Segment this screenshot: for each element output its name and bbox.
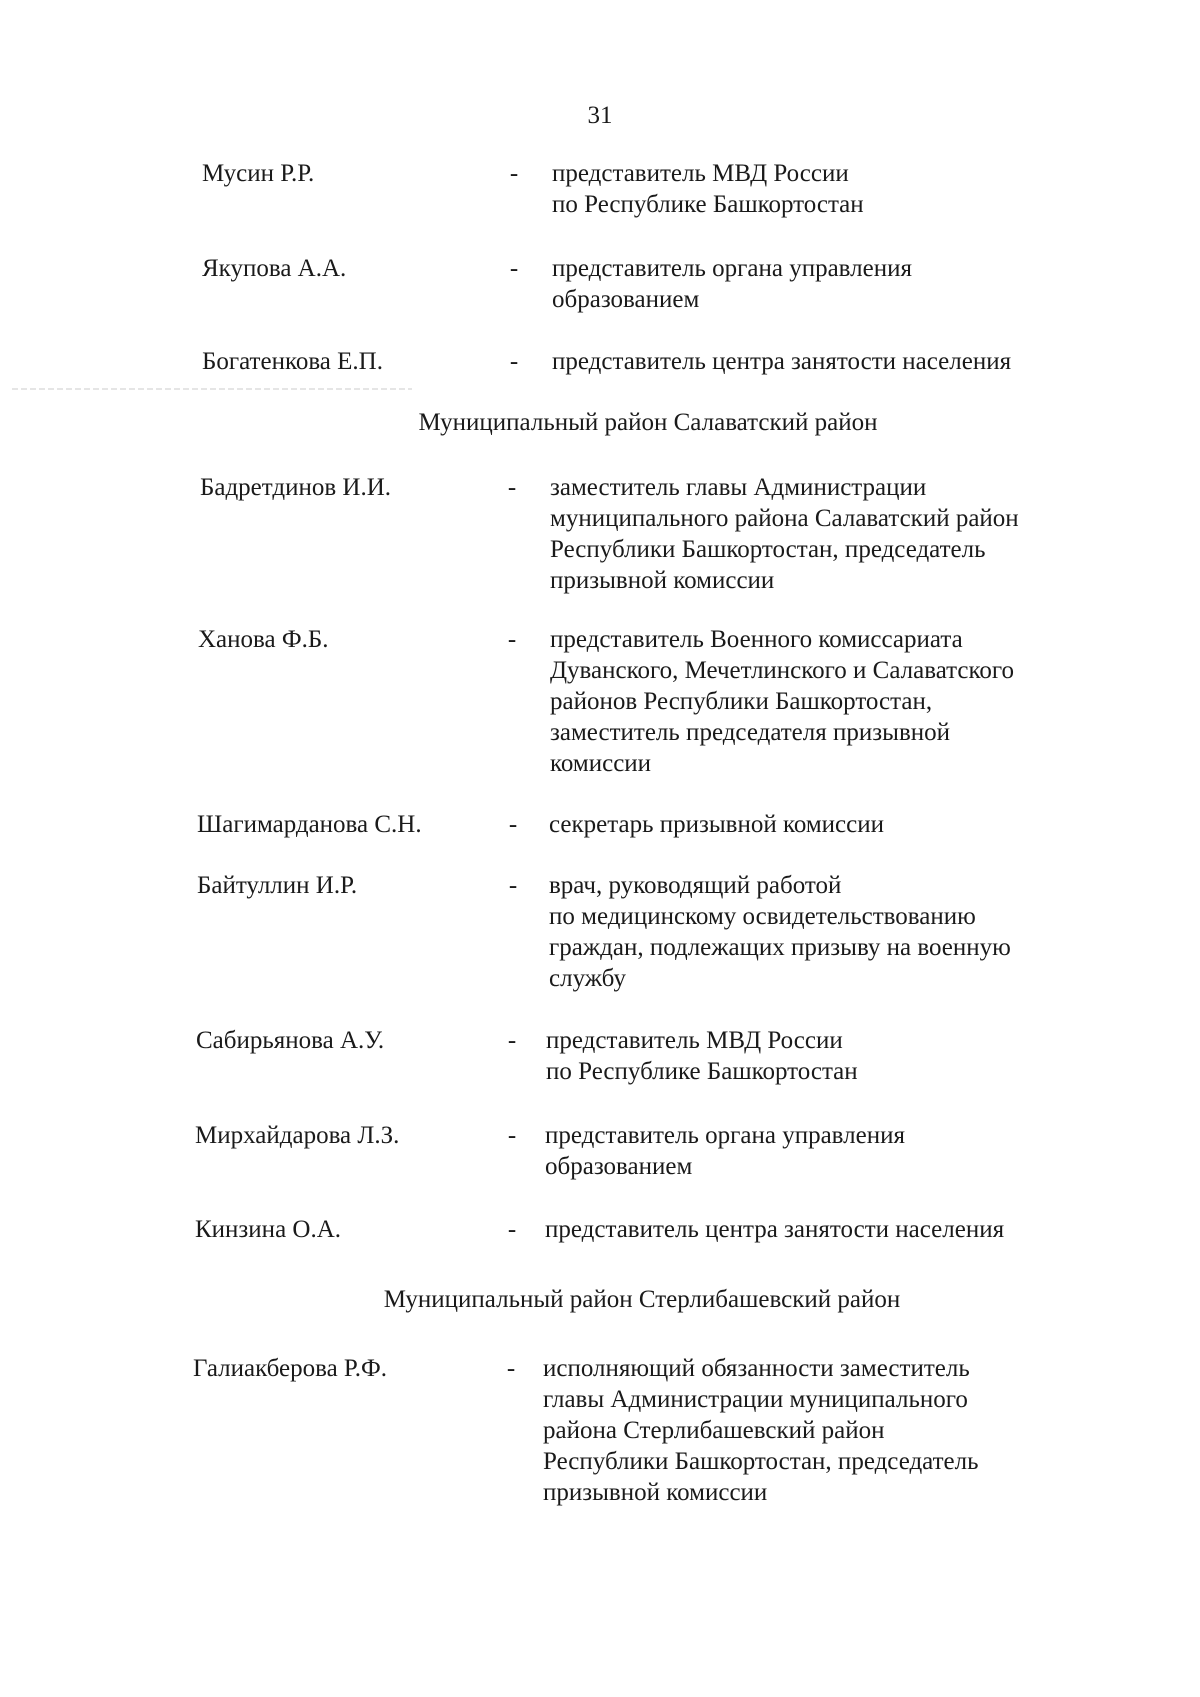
member-role: представитель центра занятости населения (545, 1216, 1005, 1243)
dash-separator: - (507, 474, 517, 501)
member-name: Богатенкова Е.П. (202, 348, 383, 375)
dash-separator: - (507, 626, 517, 653)
section-heading: Муниципальный район Салаватский район (418, 409, 878, 436)
dash-separator: - (507, 1027, 517, 1054)
member-name: Мирхайдарова Л.З. (195, 1122, 400, 1149)
dash-separator: - (507, 1216, 517, 1243)
dash-separator: - (509, 348, 519, 375)
scan-artifact-line (12, 388, 412, 390)
member-name: Галиакберова Р.Ф. (193, 1355, 387, 1382)
member-name: Бадретдинов И.И. (200, 474, 392, 501)
member-role: представитель МВД России по Республике Башкортостан (546, 1027, 858, 1085)
member-role: заместитель главы Администрации муниципального района Салаватский район Республики Башкортостан, председатель призывной комиссии (550, 474, 1019, 594)
member-role: представитель МВД России по Республике Башкортостан (552, 160, 864, 218)
member-name: Кинзина О.А. (195, 1216, 342, 1243)
member-role: представитель центра занятости населения (552, 348, 1012, 375)
member-name: Ханова Ф.Б. (198, 626, 329, 653)
dash-separator: - (506, 1355, 516, 1382)
member-name: Якупова А.А. (202, 255, 347, 282)
member-name: Сабирьянова А.У. (196, 1027, 385, 1054)
dash-separator: - (509, 160, 519, 187)
dash-separator: - (509, 255, 519, 282)
dash-separator: - (508, 811, 518, 838)
member-name: Шагимарданова С.Н. (197, 811, 422, 838)
page-number: 31 (587, 102, 613, 129)
section-heading: Муниципальный район Стерлибашевский район (383, 1286, 901, 1313)
member-role: представитель органа управления образованием (545, 1122, 905, 1180)
member-name: Байтуллин И.Р. (197, 872, 358, 899)
dash-separator: - (507, 1122, 517, 1149)
member-role: представитель Военного комиссариата Дуванского, Мечетлинского и Салаватского районов Республики Башкортостан, заместитель председателя призывной комиссии (550, 626, 1014, 777)
dash-separator: - (508, 872, 518, 899)
member-role: исполняющий обязанности заместитель главы Администрации муниципального района Стерлибашевский район Республики Башкортостан, председатель призывной комиссии (543, 1355, 979, 1506)
member-name: Мусин Р.Р. (202, 160, 315, 187)
member-role: секретарь призывной комиссии (549, 811, 885, 838)
member-role: представитель органа управления образованием (552, 255, 912, 313)
member-role: врач, руководящий работой по медицинскому освидетельствованию граждан, подлежащих призыву на военную службу (549, 872, 1011, 992)
